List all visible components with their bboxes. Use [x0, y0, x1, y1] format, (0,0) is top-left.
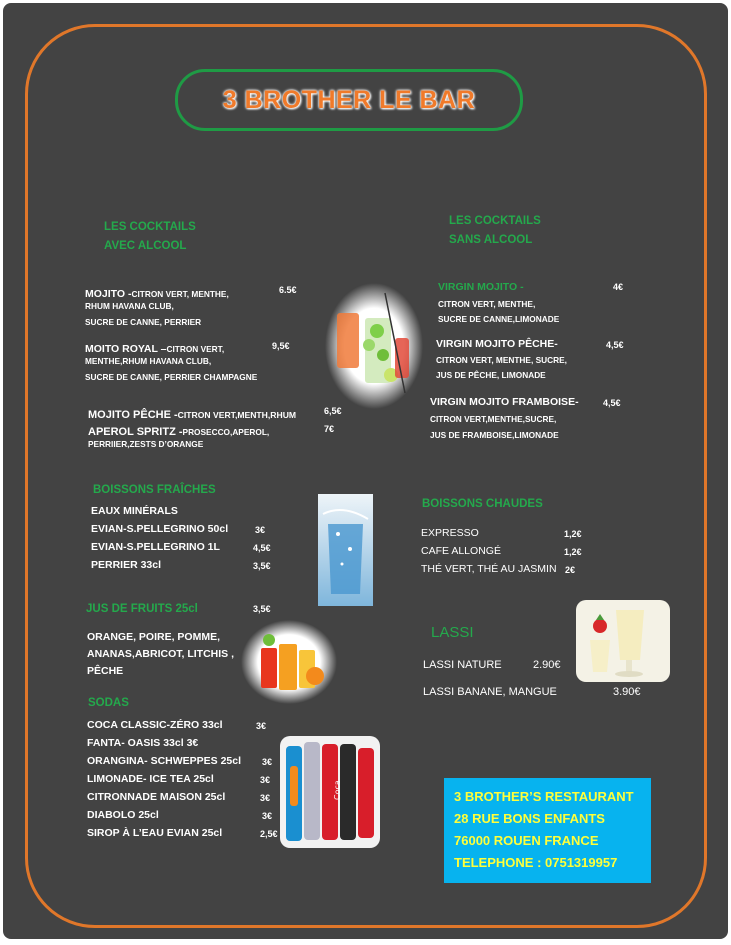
cocktails-sans-heading-1: LES COCKTAILS: [449, 215, 541, 227]
lassi-heading: LASSI: [431, 624, 474, 641]
mojito-name: MOJITO -: [85, 288, 132, 300]
boissons-chaudes-heading: BOISSONS CHAUDES: [422, 498, 543, 510]
virgin-framboise-name: VIRGIN MOJITO FRAMBOISE-: [430, 396, 579, 408]
svg-text:Coca: Coca: [333, 780, 342, 800]
soda-item-4: LIMONADE- ICE TEA 25cl: [87, 773, 214, 785]
mojito-desc: CITRON VERT, MENTHE,: [131, 289, 229, 299]
soda-item-4-price: 3€: [260, 775, 271, 785]
page-title: 3 BROTHER LE BAR: [222, 85, 476, 114]
soda-item-7: SIROP À L’EAU EVIAN 25cl: [87, 827, 223, 839]
mojito-peche-name: MOJITO PÊCHE -: [88, 409, 178, 421]
lassi-item-2: LASSI BANANE, MANGUE: [423, 686, 557, 698]
aperol-desc-2: PERRIIER,ZESTS D’ORANGE: [88, 439, 204, 449]
cocktails-sans-heading-2: SANS ALCOOL: [449, 234, 533, 246]
virgin-framboise-price: 4,5€: [603, 398, 621, 408]
virgin-peche-desc-1: CITRON VERT, MENTHE, SUCRE,: [436, 355, 567, 365]
water-item-3: PERRIER 33cl: [91, 559, 162, 571]
lassi-glass-image: [576, 600, 670, 682]
soda-item-6-price: 3€: [262, 811, 273, 821]
soda-item-3-price: 3€: [262, 757, 273, 767]
fruit-juice-image: [241, 620, 337, 704]
lassi-item-1: LASSI NATURE: [423, 659, 502, 671]
address-line-3: 76000 ROUEN FRANCE: [454, 833, 599, 848]
mojito-price: 6.5€: [279, 285, 297, 295]
hot-item-1-price: 1,2€: [564, 529, 582, 539]
mojito-royal-desc-3: SUCRE DE CANNE, PERRIER CHAMPAGNE: [85, 372, 258, 382]
hot-item-1: EXPRESSO: [421, 527, 479, 539]
hot-item-3-price: 2€: [565, 565, 576, 575]
cocktails-alcool-heading-1: LES COCKTAILS: [104, 221, 196, 233]
virgin-peche-price: 4,5€: [606, 340, 624, 350]
jus-price: 3,5€: [253, 604, 271, 614]
mojito-royal-name: MOITO ROYAL –: [85, 343, 167, 355]
water-glass-image: [318, 494, 373, 606]
mojito-peche-desc: CITRON VERT,MENTH,RHUM: [177, 410, 297, 420]
soda-cans-image: [280, 736, 380, 848]
soda-item-5: CITRONNADE MAISON 25cl: [87, 791, 226, 803]
title-box: [175, 69, 523, 131]
jus-line-2: ANANAS,ABRICOT, LITCHIS ,: [87, 648, 234, 660]
hot-item-2: CAFE ALLONGÉ: [421, 545, 501, 557]
aperol-price: 7€: [324, 424, 335, 434]
soda-item-3: ORANGINA- SCHWEPPES 25cl: [87, 755, 242, 767]
water-item-2: EVIAN-S.PELLEGRINO 1L: [91, 541, 220, 553]
soda-item-1: COCA CLASSIC-ZÉRO 33cl: [87, 719, 223, 731]
address-line-2: 28 RUE BONS ENFANTS: [454, 811, 605, 826]
mojito-royal-desc: CITRON VERT,: [166, 344, 225, 354]
mojito-royal-price: 9,5€: [272, 341, 290, 351]
soda-item-7-price: 2,5€: [260, 829, 278, 839]
water-item-2-price: 4,5€: [253, 543, 271, 553]
water-item-1-price: 3€: [255, 525, 266, 535]
boissons-fraiches-heading: BOISSONS FRAÎCHES: [93, 484, 216, 496]
aperol-name: APEROL SPRITZ -: [88, 426, 183, 438]
menu-page: [3, 3, 728, 939]
mojito-desc-2: RHUM HAVANA CLUB,: [85, 301, 174, 311]
mojito-title: [85, 284, 229, 302]
address-box: [444, 778, 651, 883]
virgin-framboise-desc-2: JUS DE FRAMBOISE,LIMONADE: [430, 430, 559, 440]
cocktails-alcool-heading-2: AVEC ALCOOL: [104, 240, 187, 252]
virgin-mojito-desc-2: SUCRE DE CANNE,LIMONADE: [438, 314, 560, 324]
soda-item-2: FANTA- OASIS 33cl 3€: [87, 737, 199, 749]
address-line-1: 3 BROTHER’S RESTAURANT: [454, 789, 634, 804]
water-item-3-price: 3,5€: [253, 561, 271, 571]
mojito-peche-price: 6,5€: [324, 406, 342, 416]
soda-item-5-price: 3€: [260, 793, 271, 803]
soda-item-1-price: 3€: [256, 721, 267, 731]
virgin-mojito-price: 4€: [613, 282, 624, 292]
jus-line-1: ORANGE, POIRE, POMME,: [87, 631, 221, 643]
sodas-heading: SODAS: [88, 697, 129, 709]
address-line-4: TELEPHONE : 0751319957: [454, 855, 618, 870]
hot-item-3: THÉ VERT, THÉ AU JASMIN: [421, 563, 557, 575]
mojito-royal-title: [85, 339, 224, 357]
jus-line-3: PÊCHE: [87, 665, 124, 677]
soda-item-6: DIABOLO 25cl: [87, 809, 159, 821]
virgin-mojito-desc-1: CITRON VERT, MENTHE,: [438, 299, 536, 309]
mojito-royal-desc-2: MENTHE,RHUM HAVANA CLUB,: [85, 356, 212, 366]
aperol-desc: PROSECCO,APEROL,: [182, 427, 270, 437]
mojito-desc-3: SUCRE DE CANNE, PERRIER: [85, 317, 202, 327]
virgin-peche-name: VIRGIN MOJITO PÊCHE-: [436, 338, 558, 350]
hot-item-2-price: 1,2€: [564, 547, 582, 557]
mojito-glass-image: [325, 283, 423, 409]
eaux-minerals-heading: EAUX MINÉRALS: [91, 505, 178, 517]
lassi-item-1-price: 2.90€: [533, 659, 561, 671]
water-item-1: EVIAN-S.PELLEGRINO 50cl: [91, 523, 229, 535]
lassi-item-2-price: 3.90€: [613, 686, 641, 698]
virgin-mojito-name: VIRGIN MOJITO -: [438, 281, 524, 293]
mojito-peche-title: [88, 405, 296, 423]
aperol-title: [88, 422, 269, 440]
virgin-peche-desc-2: JUS DE PÊCHE, LIMONADE: [436, 370, 546, 380]
jus-heading: JUS DE FRUITS 25cl: [86, 603, 198, 615]
virgin-framboise-desc-1: CITRON VERT,MENTHE,SUCRE,: [430, 414, 557, 424]
